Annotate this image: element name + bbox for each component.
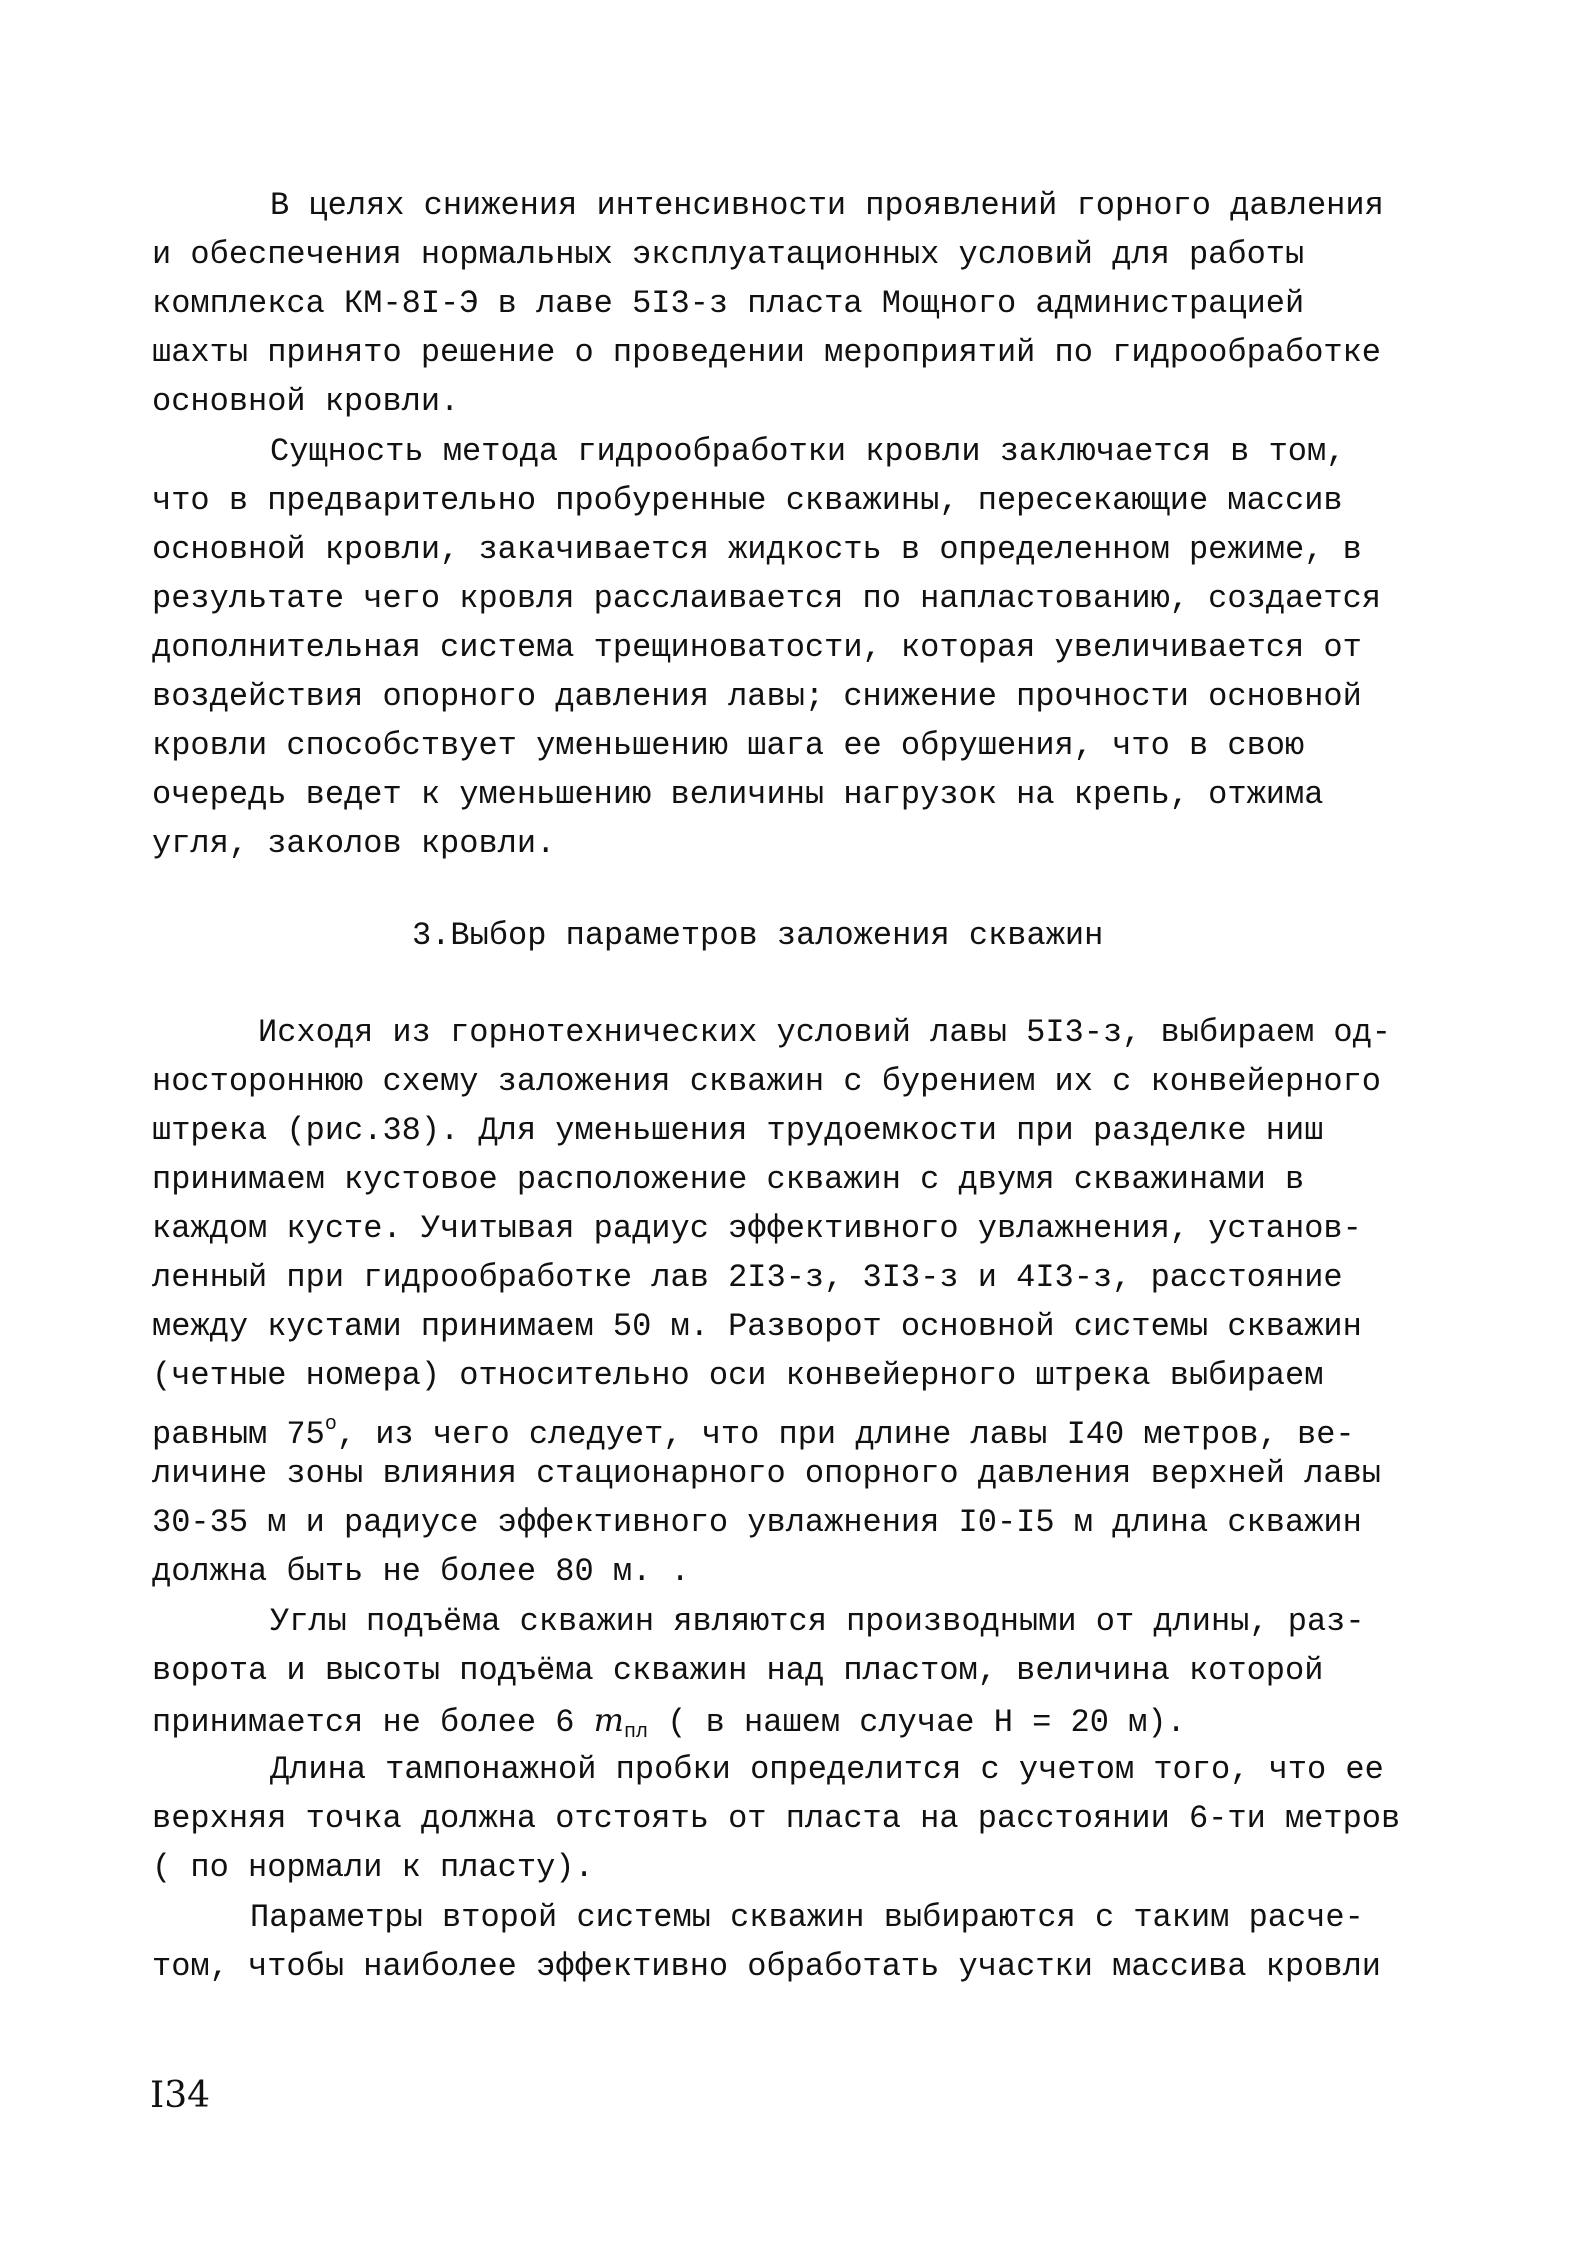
text-line [152,1405,1355,1455]
text-line: каждом кусте. Учитывая радиус эффективного увлажнения, установ- [152,1210,1362,1247]
text-line: что в предварительно пробуренные скважины, пересекающие массив [152,482,1343,519]
text-line: ( по нормали к пласту). [152,1849,594,1886]
text-line: очередь ведет к уменьшению величины нагрузок на крепь, отжима [152,776,1324,813]
text-line: том, чтобы наиболее эффективно обработать участки массива кровли [152,1948,1381,1985]
text-line: Сущность метода гидрообработки кровли заключается в том, [270,433,1346,470]
text-line: должна быть не более 80 м. . [152,1553,690,1590]
text-line: ленный при гидрообработке лав 2I3-з, 3I3-з и 4I3-з, расстояние [152,1259,1343,1296]
text-line: между кустами принимаем 50 м. Разворот основной системы скважин [152,1308,1362,1345]
formula-subscript: пл [624,1721,649,1744]
degree-superscript: o [324,1413,337,1436]
text-line: Длина тампонажной пробки определится с учетом того, что ее [270,1751,1384,1788]
text-line: шахты принято решение о проведении мероприятий по гидрообработке [152,334,1381,371]
text-segment: ( в нашем случае Н = 20 м). [648,1704,1186,1741]
text-line: и обеспечения нормальных эксплуатационных условий для работы [152,236,1305,273]
text-line: Параметры второй системы скважин выбираются с таким расче- [250,1899,1364,1936]
text-line: (четные номера) относительно оси конвейерного штрека выбираем [152,1357,1324,1394]
text-line: результате чего кровля расслаивается по напластованию, создается [152,580,1381,617]
text-segment: принимается не более 6 [152,1704,594,1741]
text-segment: равным 75 [152,1416,325,1453]
text-line: дополнительная система трещиноватости, которая увеличивается от [152,629,1362,666]
formula-symbol: m [593,1701,625,1739]
text-line: ворота и высоты подъёма скважин над пластом, величина которой [152,1652,1324,1689]
text-line: личине зоны влияния стационарного опорного давления верхней лавы [152,1455,1381,1492]
text-line: Исходя из горнотехнических условий лавы 5I3-з, выбираем од- [258,1014,1391,1051]
text-line: 30-35 м и радиусе эффективного увлажнения I0-I5 м длина скважин [152,1504,1362,1541]
text-line: В целях снижения интенсивности проявлений горного давления [270,187,1384,224]
text-line [152,1700,1186,1753]
text-line: угля, заколов кровли. [152,825,556,862]
text-line: верхняя точка должна отстоять от пласта на расстоянии 6-ти метров [152,1800,1401,1837]
text-line: комплекса КМ-8I-Э в лаве 5I3-з пласта Мощного администрацией [152,285,1305,322]
page-number: I34 [150,2075,211,2116]
text-line: основной кровли, закачивается жидкость в определенном режиме, в [152,531,1362,568]
text-line: Углы подъёма скважин являются производными от длины, раз- [270,1603,1365,1640]
text-line: воздействия опорного давления лавы; снижение прочности основной [152,678,1362,715]
text-segment: , из чего следует, что при длине лавы I40 метров, ве- [336,1416,1355,1453]
section-heading: 3.Выбор параметров заложения скважин [412,917,1104,954]
text-line: штрека (рис.38). Для уменьшения трудоемкости при разделке ниш [152,1112,1324,1149]
text-line: кровли способствует уменьшению шага ее обрушения, что в свою [152,727,1305,764]
text-line: принимаем кустовое расположение скважин с двумя скважинами в [152,1161,1305,1198]
text-line: ностороннюю схему заложения скважин с бурением их с конвейерного [152,1063,1381,1100]
text-line: основной кровли. [152,383,460,420]
